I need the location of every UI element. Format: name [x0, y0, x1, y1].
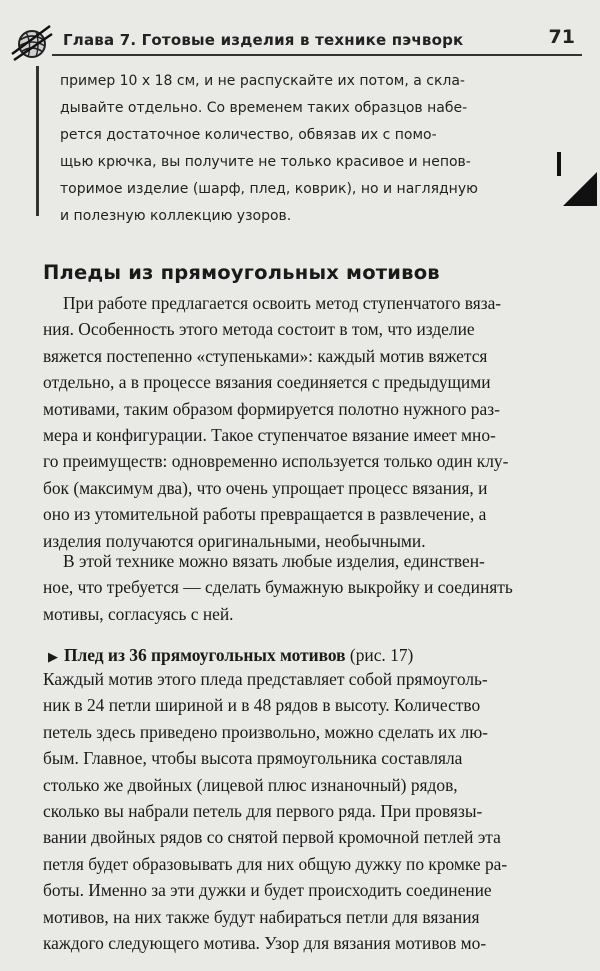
paragraph-line: Каждый мотив этого пледа представляет собой прямоуголь- [43, 669, 488, 689]
paragraph-line: мотивы, согласуясь с ней. [43, 603, 234, 624]
paragraph-line: сколько вы набрали петель для первого ряда. При провязы- [43, 801, 483, 822]
paragraph-line: В этой технике можно вязать любые изделия, единствен- [63, 551, 485, 571]
paragraph-line: изделия получаются оригинальными, необычными. [43, 530, 426, 551]
paragraph-1 [43, 290, 588, 554]
paragraph-line: оно из утомительной работы превращается в развлечение, а [43, 504, 487, 525]
running-header [0, 16, 600, 58]
paragraph-line: вяжется постепенно «ступеньками»: каждый мотив вяжется [43, 345, 488, 366]
page-number: 71 [548, 26, 575, 48]
header-rule [52, 54, 582, 56]
tail-line: дывайте отдельно. Со временем таких образцов набе- [60, 100, 468, 116]
figure-reference: (рис. 17) [345, 645, 414, 665]
tail-line: щью крючка, вы получите не только красивое и непов- [60, 154, 471, 170]
paragraph-line: го преимуществ: одновременно используется только один клу- [43, 451, 509, 472]
paragraph-line: бым. Главное, чтобы высота прямоугольника составляла [43, 748, 463, 769]
tail-line: торимое изделие (шарф, плед, коврик), но и наглядную [60, 181, 478, 197]
paragraph-line: мотивами, таким образом формируется полотно нужного раз- [43, 398, 500, 419]
paragraph-line: петель здесь приведено произвольно, можно сделать их лю- [43, 721, 488, 742]
paragraph-line: мера и конфигурации. Такое ступенчатое вязание имеет мно- [43, 425, 496, 446]
paragraph-line: При работе предлагается освоить метод ступенчатого вяза- [63, 293, 502, 313]
paragraph-line: ния. Особенность этого метода состоит в том, что изделие [43, 319, 475, 340]
section-title: Пледы из прямоугольных мотивов [43, 261, 440, 284]
paragraph-2 [43, 548, 588, 627]
bullet-arrow-icon: ▶ [48, 649, 58, 664]
yarn-ball-with-needles-icon [10, 22, 54, 62]
paragraph-line: ное, что требуется — сделать бумажную выкройку и соединять [43, 577, 513, 598]
tail-block [60, 68, 558, 230]
paragraph-line: мотивов, на них также будут набираться петли для вязания [43, 906, 480, 927]
sidebar-box-bar [36, 66, 39, 216]
chapter-title: Глава 7. Готовые изделия в технике пэчворк [63, 31, 464, 49]
tail-line: рется достаточное количество, обвязав их с помо- [60, 127, 437, 143]
paragraph-line: петля будет образовывать для них общую дужку по кромке ра- [43, 853, 508, 874]
paragraph-line: боты. Именно за эти дужки и будет происходить соединение [43, 880, 492, 901]
paragraph-line: столько же двойных (лицевой плюс изнаночный) рядов, [43, 774, 458, 795]
paragraph-line: вании двойных рядов со снятой первой кромочной петлей эта [43, 827, 501, 848]
paragraph-line: отдельно, а в процессе вязания соединяется с предыдущими [43, 372, 491, 393]
paragraph-line: бок (максимум два), что очень упрощает процесс вязания, и [43, 477, 488, 498]
paragraph-3 [43, 666, 588, 956]
tail-line: и полезную коллекцию узоров. [60, 208, 292, 224]
paragraph-line: каждого следующего мотива. Узор для вязания мотивов мо- [43, 933, 487, 954]
corner-triangle-icon [555, 150, 599, 210]
paragraph-line: ник в 24 петли шириной и в 48 рядов в высоту. Количество [43, 695, 481, 716]
subsection-title: Плед из 36 прямоугольных мотивов [64, 645, 346, 665]
tail-line: пример 10 x 18 см, и не распускайте их потом, а скла- [60, 73, 465, 89]
